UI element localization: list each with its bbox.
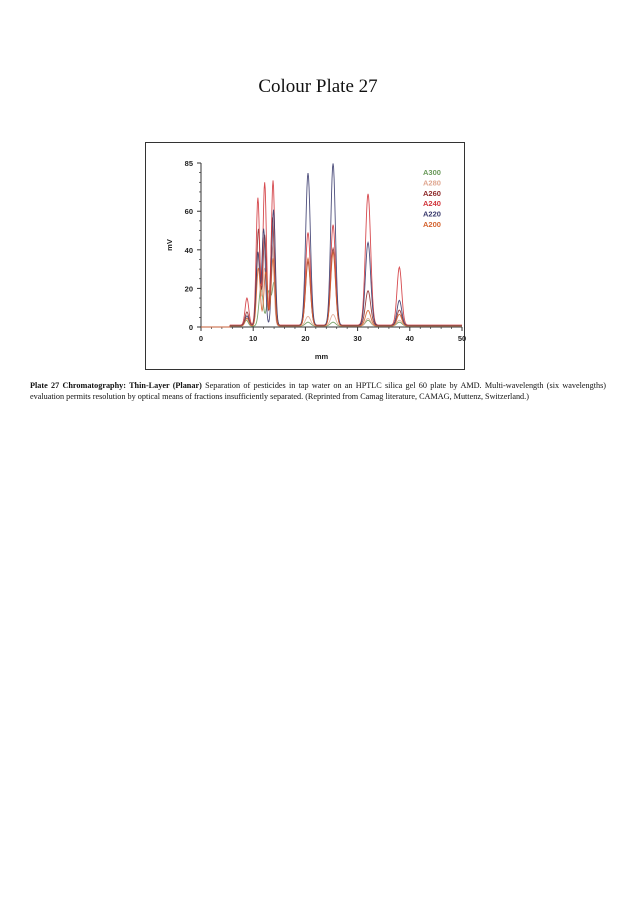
- chromatogram-chart-frame: [145, 142, 465, 370]
- x-tick-label-30: 30: [353, 334, 362, 343]
- caption-label: Plate 27 Chromatography: Thin-Layer (Planar): [30, 381, 202, 390]
- legend-entry-a200: A200: [423, 220, 441, 229]
- y-tick-label-85: 85: [184, 159, 193, 168]
- series-line-a300: [201, 282, 462, 327]
- x-tick-label-50: 50: [457, 334, 467, 343]
- legend-entry-a280: A280: [423, 178, 441, 188]
- y-tick-label-40: 40: [184, 245, 193, 255]
- y-tick-label-60: 60: [184, 207, 193, 217]
- x-tick-label-10: 10: [249, 334, 258, 343]
- x-axis-label: mm: [314, 352, 329, 361]
- y-tick-label-0: 0: [188, 323, 193, 332]
- x-tick-label-20: 20: [301, 334, 310, 343]
- x-tick-label-40: 40: [405, 334, 414, 343]
- caption-text: Separation of pesticides in tap water on an HPTLC silica gel 60 plate by AMD. Multi-wavelength (six wavelengths) evaluation permits resolution by optical means of fractions insufficiently separated. (Reprinted from Camag literature, CAMAG, Muttenz, Switzerland.): [30, 381, 606, 401]
- legend-entry-a260: A260: [423, 188, 441, 198]
- y-tick-label-20: 20: [184, 284, 193, 294]
- legend-entry-a220: A220: [423, 209, 441, 219]
- chromatogram-chart: [146, 143, 467, 369]
- plate-caption: [30, 381, 606, 402]
- x-tick-label-0: 0: [198, 334, 204, 343]
- y-axis-label: mV: [165, 239, 174, 251]
- legend-entry-a300: A300: [423, 168, 441, 177]
- legend-entry-a240: A240: [423, 199, 441, 209]
- page-title: Colour Plate 27: [258, 76, 378, 97]
